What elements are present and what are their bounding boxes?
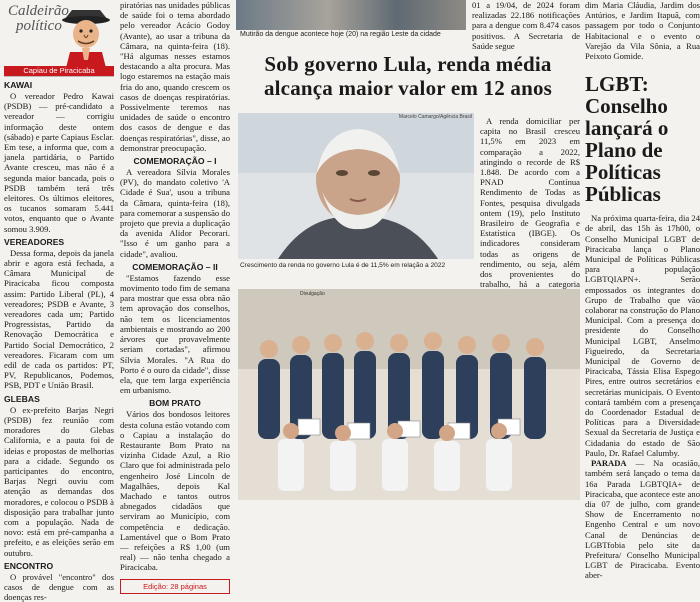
section-text: piratórias nas unidades públicas de saúde foi o tema abordado pelo vereador Acácio Godoy (Avante), ao usar a tribuna da Câmara, na quinta-feira (18). "Há algumas nesses estamos destacando a alta procura. Mas logo estaremos na estação mais fria do ano, quando crescem os casos de doenças respiratórias. Possivelmente teremos nas unidades de saúde o encontro dos casos de dengue e das doenças respiratórias", disse, ao demonstrar preocupação. bbox=[120, 0, 230, 153]
parada-label: PARADA bbox=[591, 458, 627, 469]
section-heading: BOM PRATO bbox=[149, 398, 201, 409]
section-text: Dessa forma, depois da janela abrir e agora está fechada, a Câmara Municipal de Piracicaba ficou composta assim: Partido Liberal (PL), 4 vereadores; PSDB e Avante, 3 vereadores cada um; Partido Progressistas, Partido da Renovação Democrática e Partido Social Democrático, 2 vereadores. Ficaram com um edil de cada os partidos: PT, PV, Republicanos, Podemos, PSB, PDT e União Brasil. bbox=[4, 247, 114, 391]
column-right bbox=[585, 0, 700, 581]
section-comemoracao-2 bbox=[120, 262, 230, 395]
section-text: Na próxima quarta-feira, dia 24 de abril, das 15h às 17h00, o Conselho Municipal LGBT de Piracicaba lança o Plano Municipal de Políticas Públicas para a população LGBTQIAPN+. Serão empossados os integrantes do Grupo de Trabalho que vão colaborar na construção do Plano Municipal. Com a presença do presidente do Conselho Municipal LGBT, Anselmo Figueiredo, da Secretaria Municipal de Governo de Piracicaba, Tássia Elisa Espego Pires, entre outros secretários e secretárias municipais. O Evento contará também com a presença do Coordenador Estadual de Políticas para a Diversidade Sexual da Secretaria de Justiça e Cidadania do estado de São Paulo, Dr. Rafael Calumby. bbox=[585, 213, 700, 458]
dengue-photo bbox=[236, 0, 466, 30]
section-heading: KAWAI bbox=[4, 80, 33, 90]
photo-credit: Marcelo Camargo/Agência Brasil bbox=[398, 114, 472, 120]
photo-caption: Crescimento da renda no governo Lula é de 11,5% em relação a 2022 bbox=[240, 262, 446, 269]
portrait-figure bbox=[238, 113, 474, 259]
lula-photo bbox=[238, 113, 474, 259]
section-glebas bbox=[4, 394, 114, 558]
section-heading: GLEBAS bbox=[4, 393, 40, 404]
group-figure bbox=[238, 289, 580, 500]
section-heading: COMEMORAÇÃO – I bbox=[133, 156, 217, 167]
section-text: 01 a 19/04, de 2024 foram realizadas 22.186 notificações para a dengue com 8.474 casos positivos. A Secretaria de Saúde segue bbox=[472, 0, 580, 51]
section-heading: COMEMORAÇÃO – II bbox=[132, 261, 218, 272]
section-text: PARADA — Na ocasião, também será lançado o tema da 16a Parada LGBTQIA+ de Piracicaba, que acontece este ano dia 07 de julho, com grande Show de Encerramento no Engenho Central e um novo Canal de Denúncias de LGBTfobia pelo site da Prefeitura/ Conselho Municipal LGBT de Piracicaba. Evento aber- bbox=[585, 458, 700, 581]
column-logo bbox=[4, 0, 114, 77]
section-text: "Estamos fazendo esse movimento todo fim de semana para mostrar que essa obra não tem aprovação dos conselhos, não tem os licenciamentos ambientais e mostrando ao 200 árvores que provavelmente seriam cortadas", afirmou Sílvia Morales. "A Rua do Porto é o ouro da cidade", disse ela, que tem larga experiência em urbanismo. bbox=[120, 272, 230, 396]
section-vereadores bbox=[4, 237, 114, 391]
section-encontro bbox=[4, 561, 114, 602]
section-heading: VEREADORES bbox=[4, 236, 65, 247]
lgbt-headline: LGBT: Conselho lançará o Plano de Políticas Públicas bbox=[585, 72, 669, 207]
section-text: dim Maria Cláudia, Jardim dos Antúrios, e Jardim Itapuã, com passagem por todo o Conjunto Habitacional e o evento o Varejão da Vila Sônia, a Rua Peixoto Gomide. bbox=[585, 0, 700, 62]
section-heading: ENCONTRO bbox=[4, 560, 54, 571]
column-second bbox=[120, 0, 230, 591]
section-kawai bbox=[4, 80, 114, 234]
top-story bbox=[236, 0, 580, 51]
section-text: O vereador Pedro Kawai (PSDB) — pré-candidato a vereador — corrigiu informação deste ontem (sábado) e parte Capiaus Esclar. Em tese, a informa que, com a janela partidária, o Partido Avante cresceu, mas não é a segunda maior bancada, pois o PSDB também terá três eleitores. Os últimos eleitores, os tucanos somaram 5.441 votos, enquanto que o Avante somou 3.909. bbox=[4, 91, 115, 234]
column-left bbox=[4, 0, 115, 602]
photo-caption: Mutirão da dengue acontece hoje (20) na região Leste da cidade bbox=[240, 31, 441, 38]
capiau-caricature-icon bbox=[60, 2, 112, 68]
photo-credit: Divulgação bbox=[300, 291, 325, 297]
section-text: A renda domiciliar per capita no Brasil cresceu 11,5% em 2023 em comparação a 2022, atingindo o recorde de R$ 1.848. De acordo com a PNAD Contínua Rendimento de Todas as Fontes, pesquisa divulgada ontem (19), pelo Instituto Brasileiro de Geografia e Estatística (IBGE). Os indicadores consideram todas as origens de rendimento, ou seja, além dos provenientes do trabalho, há a categoria bbox=[480, 116, 580, 330]
edition-badge: Edição: 28 páginas bbox=[120, 579, 230, 594]
column-title: Caldeirão político bbox=[8, 3, 69, 34]
column-center bbox=[236, 0, 580, 500]
section-text: O provável "encontro" dos casos de dengue com as doenças res- bbox=[4, 571, 114, 602]
section-text: Vários dos bondosos leitores desta coluna estão votando com o Capiau a instalação do Restaurante Bom Prato na vizinha Cidade Azul, a Rio Claro que foi administrada pelo engenheiro José Lincoln de Magalhães, depois Kal Machado e tantos outros abnegados cidadãos que serviram ao Município, com competência e dedicação. Lamentável que o Bom Prato — refeições a R$ 1,00 (um real) — não tenha chegado a Piracicaba. bbox=[120, 409, 230, 573]
main-headline: Sob governo Lula, renda média alcança maior valor em 12 anos bbox=[263, 52, 553, 100]
section-text: A vereadora Sílvia Morales (PV), do mandato coletivo 'A Cidade é Sua', usou a tribuna da Câmara, quinta-feira (18), para comemorar a suspensão do projeto que previa a duplicação da avenida Alidor Pecorari. "Isso é um ganho para a cidade", avaliou. bbox=[120, 167, 230, 259]
section-text: O ex-prefeito Barjas Negri (PSDB) fez reunião com moradores do Glebas California, e a pauta foi de ideias e propostas de melhorias para a cidade. Segundo os participantes do encontro, Barjas Negri ouviu com atenção as demandas dos moradores, e colocou o PSDB à disposição para trabalhar junto com a população. Nada de novo: está em pré-campanha a prefeito, e as eleições serão em outubro. bbox=[4, 404, 114, 558]
section-bom-prato bbox=[120, 398, 230, 572]
group-photo bbox=[238, 289, 580, 500]
section-comemoracao-1 bbox=[120, 156, 230, 259]
column-caption: Capiau de Piracicaba bbox=[4, 66, 114, 76]
